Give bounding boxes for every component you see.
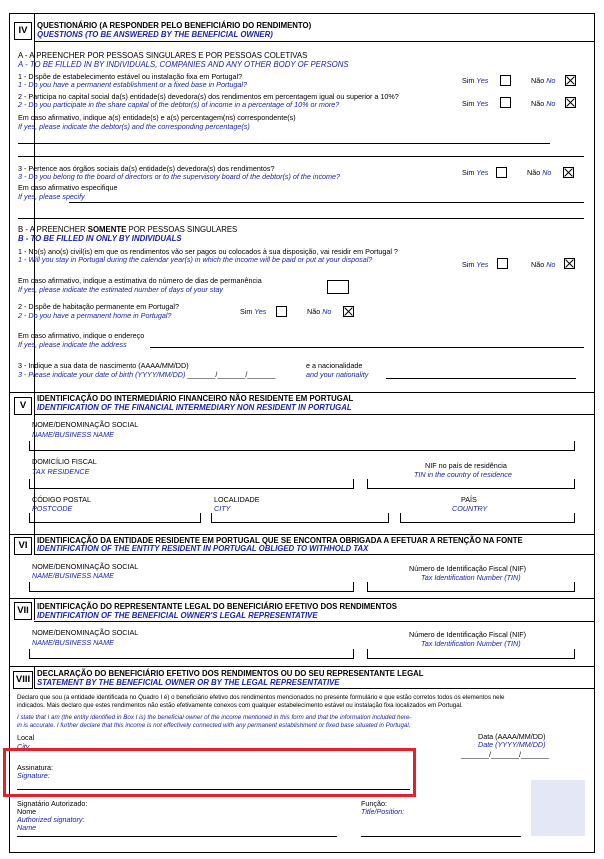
city-label-en: City — [17, 742, 30, 751]
question-a3-follow-en: If yes, please specify — [18, 192, 85, 201]
question-a2: 2 - Participa no capital social da(s) entidade(s) devedora(s) dos rendimentos em percentagem igual ou superior a 10%? — [18, 92, 399, 101]
v-nif-label: NIF no país de residência — [425, 461, 507, 470]
vii-name-label-en: NAME/BUSINESS NAME — [32, 638, 114, 647]
v-country-field[interactable] — [400, 513, 575, 523]
section-vi-title: IDENTIFICAÇÃO DA ENTIDADE RESIDENTE EM PORTUGAL QUE SE ENCONTRA OBRIGADA A EFETUAR A RETENÇÃO NA FONTE — [37, 536, 523, 545]
question-b1-follow: Em caso afirmativo, indique a estimativa do número de dias de permanência — [18, 276, 262, 285]
authorized-name-label: Nome — [17, 807, 37, 816]
authorized-signatory-label-en: Authorized signatory: — [17, 815, 85, 824]
vii-nif-label: Número de Identificação Fiscal (NIF) — [409, 630, 527, 639]
section-viii-title: DECLARAÇÃO DO BENEFICIÁRIO EFETIVO DOS RENDIMENTOS OU DO SEU REPRESENTANTE LEGAL — [37, 669, 424, 678]
q-a3-answer-line-1[interactable] — [69, 202, 584, 203]
function-label-en: Title/Position: — [361, 807, 405, 816]
section-v-title: IDENTIFICAÇÃO DO INTERMEDIÁRIO FINANCEIRO NÃO RESIDENTE EM PORTUGAL — [37, 394, 354, 403]
declaration-en-line-2: in is accurate. I further declare that this income is not effectively connected with any permanent establishment or fixed base situated in Portugal. — [17, 722, 411, 729]
section-viii-title-rule — [34, 688, 595, 689]
authorized-name-line[interactable] — [17, 836, 337, 837]
vii-name-label: NOME/DENOMINAÇÃO SOCIAL — [32, 628, 139, 637]
vi-nif-label-en: Tax Identification Number (TIN) — [421, 573, 521, 582]
q-a3-yes-checkbox[interactable] — [496, 167, 507, 178]
v-tax-residence-label: DOMICÍLIO FISCAL — [32, 457, 97, 466]
q-a3-answer-line-2[interactable] — [18, 218, 584, 219]
authorized-signatory-label: Signatário Autorizado: — [17, 799, 88, 808]
q-a1-yes-checkbox[interactable] — [500, 75, 511, 86]
q-a2-yes-label: Sim Yes — [462, 99, 489, 108]
nationality-label-en: and your nationality — [306, 370, 369, 379]
part-a-heading: A - A PREENCHER POR PESSOAS SINGULARES E POR PESSOAS COLETIVAS — [18, 51, 308, 60]
q-a3-yes-label: Sim Yes — [462, 168, 489, 177]
date-label-en: Date (YYYY/MM/DD) — [478, 740, 546, 749]
q-b1-no-label: Não No — [531, 260, 556, 269]
vii-nif-label-en: Tax Identification Number (TIN) — [421, 639, 521, 648]
section-vii-number: VII — [14, 602, 32, 620]
vi-name-field[interactable] — [29, 582, 354, 592]
question-a1-en: 1 - Do you have a permanent establishment or a fixed base in Portugal? — [18, 80, 247, 89]
v-nif-field[interactable] — [367, 479, 575, 489]
question-a3: 3 - Pertence aos órgãos sociais da(s) entidade(s) devedora(s) dos rendimentos? — [18, 164, 275, 173]
v-country-label: PAÍS — [461, 495, 477, 504]
address-line[interactable] — [150, 347, 584, 348]
date-label: Data (AAAA/MM/DD) — [478, 732, 546, 741]
section-viii-title-en: STATEMENT BY THE BENEFICIAL OWNER OR BY THE LEGAL REPRESENTATIVE — [37, 678, 340, 687]
signature-label: Assinatura: — [17, 763, 53, 772]
section-vii-divider — [34, 598, 35, 620]
v-name-label-en: NAME/BUSINESS NAME — [32, 430, 114, 439]
q-b2-no-checkbox[interactable] — [343, 306, 354, 317]
days-of-stay-input[interactable] — [327, 280, 349, 294]
question-b3-en: 3 - Please indicate your date of birth (YYYY/MM/DD) _______/_______/_______ — [18, 370, 276, 379]
question-b1-follow-en: If yes, please indicate the estimated number of days of your stay — [18, 285, 223, 294]
authorized-name-label-en: Name — [17, 823, 37, 832]
part-b-heading-en: B - TO BE FILLED IN ONLY BY INDIVIDUALS — [18, 234, 182, 243]
signature-highlight-box — [3, 748, 416, 797]
q-b1-yes-checkbox[interactable] — [497, 258, 508, 269]
local-label: Local — [17, 733, 35, 742]
section-iv-title: QUESTIONÁRIO (A RESPONDER PELO BENEFICIÁRIO DO RENDIMENTO) — [37, 21, 312, 30]
signature-label-en: Signature: — [17, 771, 50, 780]
declaration-line-2: indicados. Mais declaro que estes rendimentos não estão efetivamente conexos com qualquer estabelecimento estável ou instalação fixa localizados em Portugal. — [17, 702, 463, 709]
question-a2-en: 2 - Do you participate in the share capital of the debtor(s) of income in a percentage of 10% or more? — [18, 100, 340, 109]
section-iv-title-rule — [34, 41, 595, 42]
v-name-label: NOME/DENOMINAÇÃO SOCIAL — [32, 420, 139, 429]
question-a2-follow-en: If yes, please indicate the debtor(s) and the corresponding percentage(s) — [18, 122, 250, 131]
section-v-title-rule — [34, 414, 595, 415]
v-tax-residence-field[interactable] — [29, 479, 354, 489]
vii-nif-field[interactable] — [367, 649, 575, 659]
v-country-label-en: COUNTRY — [452, 504, 488, 513]
section-vii-title-en: IDENTIFICATION OF THE BENEFICIAL OWNER'S LEGAL REPRESENTATIVE — [37, 611, 318, 620]
stamp-area — [531, 780, 585, 836]
vi-name-label: NOME/DENOMINAÇÃO SOCIAL — [32, 562, 139, 571]
section-vi-title-en: IDENTIFICATION OF THE ENTITY RESIDENT IN PORTUGAL OBLIGED TO WITHHOLD TAX — [37, 544, 369, 553]
nationality-line[interactable] — [386, 378, 576, 379]
question-b2-follow-en: If yes, please indicate the address — [18, 340, 127, 349]
section-iv-title-en: QUESTIONS (TO BE ANSWERED BY THE BENEFICIAL OWNER) — [37, 30, 273, 39]
v-postcode-field[interactable] — [29, 513, 201, 523]
part-b-heading: B - A PREENCHER SOMENTE POR PESSOAS SINGULARES — [18, 225, 238, 234]
vi-name-label-en: NAME/BUSINESS NAME — [32, 571, 114, 580]
question-b2: 2 - Dispõe de habitação permanente em Portugal? — [18, 302, 180, 311]
v-name-field[interactable] — [29, 441, 575, 451]
q-a2-no-label: Não No — [531, 99, 556, 108]
q-b1-yes-label: Sim Yes — [462, 260, 489, 269]
section-vi-title-rule — [34, 554, 595, 555]
q-b2-no-label: Não No — [307, 307, 332, 316]
v-nif-label-en: TIN in the country of residence — [414, 470, 512, 479]
vi-nif-label: Número de Identificação Fiscal (NIF) — [409, 564, 527, 573]
v-city-label-en: CITY — [214, 504, 231, 513]
question-b1: 1 - No(s) ano(s) civil(is) em que os rendimentos vão ser pagos ou colocados à sua disposição, vai residir em Portugal ? — [18, 247, 398, 256]
function-label: Função: — [361, 799, 387, 808]
q-b1-no-checkbox[interactable] — [564, 258, 575, 269]
q-a2-answer-line-1[interactable] — [18, 143, 550, 144]
part-a-heading-en: A - TO BE FILLED IN BY INDIVIDUALS, COMPANIES AND ANY OTHER BODY OF PERSONS — [18, 60, 349, 69]
q-a3-no-label: Não No — [527, 168, 552, 177]
q-a2-answer-line-2[interactable] — [18, 156, 584, 157]
section-v-number: V — [14, 397, 32, 415]
question-a2-follow: Em caso afirmativo, indique a(s) entidade(s) e a(s) percentagem(ns) correspondente(s) — [18, 113, 296, 122]
section-vii-title: IDENTIFICAÇÃO DO REPRESENTANTE LEGAL DO BENEFICIÁRIO EFETIVO DOS RENDIMENTOS — [37, 602, 397, 611]
date-placeholder[interactable]: _______/_______/_______ — [461, 750, 549, 759]
question-a3-en: 3 - Do you belong to the board of directors or to the supervisory board of the debtor(s) of the income? — [18, 172, 341, 181]
section-vi-divider — [34, 534, 35, 554]
question-a3-follow: Em caso afirmativo especifique — [18, 183, 118, 192]
q-b2-yes-label: Sim Yes — [240, 307, 267, 316]
function-line[interactable] — [361, 836, 521, 837]
v-postcode-label: CÓDIGO POSTAL — [32, 495, 91, 504]
v-postcode-label-en: POSTCODE — [32, 504, 73, 513]
declaration-line-1: Declaro que sou (a entidade identificada no Quadro I é) o beneficiário efetivo dos rendimentos mencionados no presente formulário e que estão corretos todos os elementos nele — [17, 694, 505, 701]
question-b1-en: 1 - Will you stay in Portugal during the calendar year(s) in which the income will be paid or put at your disposal? — [18, 255, 373, 264]
section-vi-number: VI — [14, 537, 32, 555]
section-viii-divider — [34, 666, 35, 688]
question-b2-en: 2 - Do you have a permanent home in Portugal? — [18, 311, 172, 320]
question-b2-follow: Em caso afirmativo, indique o endereço — [18, 331, 145, 340]
section-vii-title-rule — [34, 621, 595, 622]
q-a3-no-checkbox[interactable] — [563, 167, 574, 178]
section-viii-number: VIII — [13, 671, 33, 689]
v-city-field[interactable] — [211, 513, 389, 523]
q-a1-yes-label: Sim Yes — [462, 76, 489, 85]
v-tax-residence-label-en: TAX RESIDENCE — [32, 467, 90, 476]
v-city-label: LOCALIDADE — [214, 495, 260, 504]
q-a2-no-checkbox[interactable] — [565, 97, 576, 108]
question-a1: 1 - Dispõe de estabelecimento estável ou instalação fixa em Portugal? — [18, 72, 243, 81]
question-b3: 3 - Indique a sua data de nascimento (AAAA/MM/DD) — [18, 361, 189, 370]
vii-name-field[interactable] — [29, 649, 354, 659]
section-iv-number: IV — [14, 22, 32, 40]
q-b2-yes-checkbox[interactable] — [276, 306, 287, 317]
nationality-label: e a nacionalidade — [306, 361, 363, 370]
q-a2-yes-checkbox[interactable] — [500, 97, 511, 108]
q-a1-no-checkbox[interactable] — [565, 75, 576, 86]
q-a1-no-label: Não No — [531, 76, 556, 85]
vi-nif-field[interactable] — [367, 582, 575, 592]
declaration-en-line-1: I state that I am (the entity identified in Box I is) the beneficial owner of the income mentioned in this form and that the information included here- — [17, 714, 412, 721]
section-v-title-en: IDENTIFICATION OF THE FINANCIAL INTERMEDIARY NON RESIDENT IN PORTUGAL — [37, 403, 352, 412]
